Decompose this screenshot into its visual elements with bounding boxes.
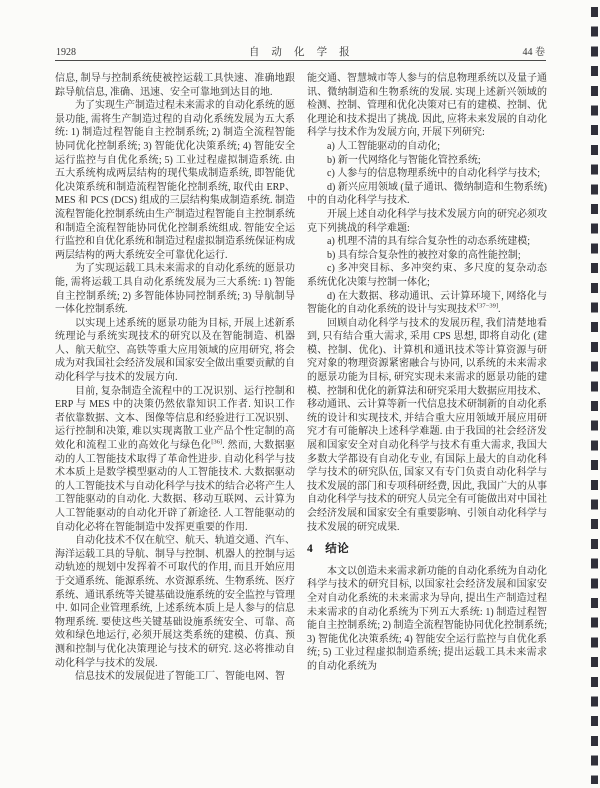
page-number: 1928: [56, 47, 76, 58]
paragraph: 为了实现运载工具未来需求的自动化系统的愿景功能, 需将运载工具自动化系统发展为三大系统: 1) 智能自主控制系统; 2) 多智能体协同控制系统; 3) 导航制导一体化控制系统.: [55, 263, 295, 316]
journal-title: 自动化学报: [248, 47, 362, 58]
header-rule: [55, 60, 546, 61]
paragraph: c) 多冲突目标、多冲突约束、多尺度的复杂动态系统优化决策与控制一体化;: [307, 263, 547, 288]
citation-superscript: [37−39]: [477, 302, 498, 310]
right-column: [307, 72, 547, 684]
paragraph: a) 人工智能驱动的自动化;: [327, 140, 441, 152]
paragraph: 信息, 制导与控制系统使被控运载工具快速、准确地跟踪导航信息, 准确、迅速、安全可靠地到达目的地.: [55, 73, 295, 98]
paragraph: d) 在大数据、移动通讯、云计算环境下, 网络化与智能化的自动化系统的设计与实现技术[37−39].: [307, 290, 547, 316]
paragraph: c) 人参与的信息物理系统中的自动化科学与技术;: [327, 168, 541, 180]
paragraph: d) 新兴应用领域 (量子通讯、微纳制造和生物系统) 中的自动化科学与技术.: [307, 181, 547, 207]
paragraph: 信息技术的发展促进了智能工厂、智能电网、智: [75, 671, 285, 683]
paragraph: 能交通、智慧城市等人参与的信息物理系统以及量子通讯、微纳制造和生物系统的发展. 实现上述新兴领域的检测、控制、管理和优化决策对已有的建模、控制、优化理论和技术提出了挑战. 因此, 应将未来发展的自动化科学与技术作为发展方向, 开展下列研究:: [307, 73, 547, 139]
section-number: 4: [307, 543, 314, 556]
paragraph: a) 机理不清的具有综合复杂性的动态系统建模;: [327, 236, 531, 248]
paragraph: b) 新一代网络化与智能化管控系统;: [327, 154, 481, 166]
citation-superscript: [36]: [211, 438, 223, 446]
paragraph: 本文以创造未来需求新功能的自动化系统为自动化科学与技术的研究目标, 以国家社会经济发展和国家安全对自动化系统的未来需求为导向, 提出生产制造过程未来需求的自动化系统为下列五大系统: 1) 制造过程智能自主控制系统; 2) 制造全流程智能协同优化控制系统; 3) 智能优化决策系统; 4) 智能安全运行监控与自优化系统; 5) 工业过程虚拟制造系统; 提出运载工具未来需求的自动化系统为: [307, 565, 547, 672]
paragraph: 回顾自动化科学与技术的发展历程, 我们清楚地看到, 只有结合重大需求, 采用 CPS 思想, 即将自动化 (建模、控制、优化)、计算机和通讯技术等计算资源与研究对象的物理资源紧密融合与协同, 以系统的未来需求的愿景功能为目标, 研究实现未来需求的愿景功能的建模、控制和优化的新算法和研究采用大数据应用技术、移动通讯、云计算等新一代信息技术研制新的自动化系统的设计和实现技术, 并结合重大应用领域开展应用研究才有可能解决上述科学难题. 由于我国的社会经济发展和国家安全对自动化科学与技术有重大需求, 我国大多数大学都设有自动化专业, 有国际上最大的自动化科学与技术的研究队伍, 国家又有专门负责自动化科学与技术发展的部门和专项科研经费, 因此, 我国广大的从事自动化科学与技术的研究人员完全有可能做出对中国社会经济发展和国家安全有重要影响、引领自动化科学与技术发展的研究成果.: [307, 317, 547, 533]
paragraph: 以实现上述系统的愿景功能为目标, 开展上述新系统理论与系统实现技术的研究以及在智能制造、机器人、航天航空、高铁等重大应用领域的应用研究, 将会成为对我国社会经济发展和国家安全做出重要贡献的自动化科学与技术的发展方向.: [55, 317, 295, 384]
paragraph: 目前, 复杂制造全流程中的工况识别、运行控制和 ERP 与 MES 中的决策仍然依靠知识工作者. 知识工作者依靠数据、文本、图像等信息和经验进行工况识别、运行控制和决策, 难以实现离散工业产品个性定制的高效化和流程工业的高效化与绿色化[36]. 然而, 大数据驱动的人工智能技术取得了革命性进步. 自动化科学与技术本质上是数学模型驱动的人工智能技术. 大数据驱动的人工智能技术与自动化科学与技术的结合必将产生人工智能驱动的自动化. 大数据、移动互联网、云计算为人工智能驱动的自动化开辟了新途径. 人工智能驱动的自动化必将在智能制造中发挥更重要的作用.: [55, 385, 296, 533]
paragraph: 为了实现生产制造过程未来需求的自动化系统的愿景功能, 需将生产制造过程的自动化系统发展为五大系统: 1) 制造过程智能自主控制系统; 2) 制造全流程智能协同优化控制系统; 3) 智能优化决策系统; 4) 智能安全运行监控与自优化系统; 5) 工业过程虚拟制造系统. 由五大系统构成两层结构的现代集成制造系统, 即智能优化决策系统和制造流程智能化控制系统, 取代由 ERP、MES 和 PCS (DCS) 组成的三层结构集成制造系统. 制造流程智能化控制系统由生产制造过程智能自主控制系统和制造全流程智能协同优化控制系统组成. 智能安全运行监控和自优化系统和制造过程虚拟制造系统保证构成两层结构的两大系统安全可靠优化运行.: [55, 100, 295, 261]
left-column: [55, 72, 295, 684]
scan-edge-marks: [591, 7, 598, 784]
article-body: [55, 72, 547, 684]
paragraph: 自动化技术不仅在航空、航天、轨道交通、汽车、海洋运载工具的导航、制导与控制、机器人的控制与运动轨迹的规划中发挥着不可取代的作用, 而且开始应用于交通系统、能源系统、水资源系统、生物系统、医疗系统、通讯系统等关键基础设施系统的安全监控与管理中. 如同企业管理系统, 上述系统本质上是人参与的信息物理系统. 要使这些关键基础设施系统安全、可靠、高效和绿色地运行, 必须开展这类系统的建模、仿真、预测和控制与优化决策理论与技术的研究. 这必将推动自动化科学与技术的发展.: [55, 535, 295, 669]
paragraph: b) 具有综合复杂性的被控对象的高性能控制;: [327, 249, 521, 261]
volume-label: 44 卷: [522, 47, 545, 58]
page-header: [56, 43, 545, 59]
section-heading: 4 结论: [307, 543, 350, 556]
paragraph: 开展上述自动化科学与技术发展方向的研究必须攻克下列挑战的科学难题:: [307, 208, 547, 234]
